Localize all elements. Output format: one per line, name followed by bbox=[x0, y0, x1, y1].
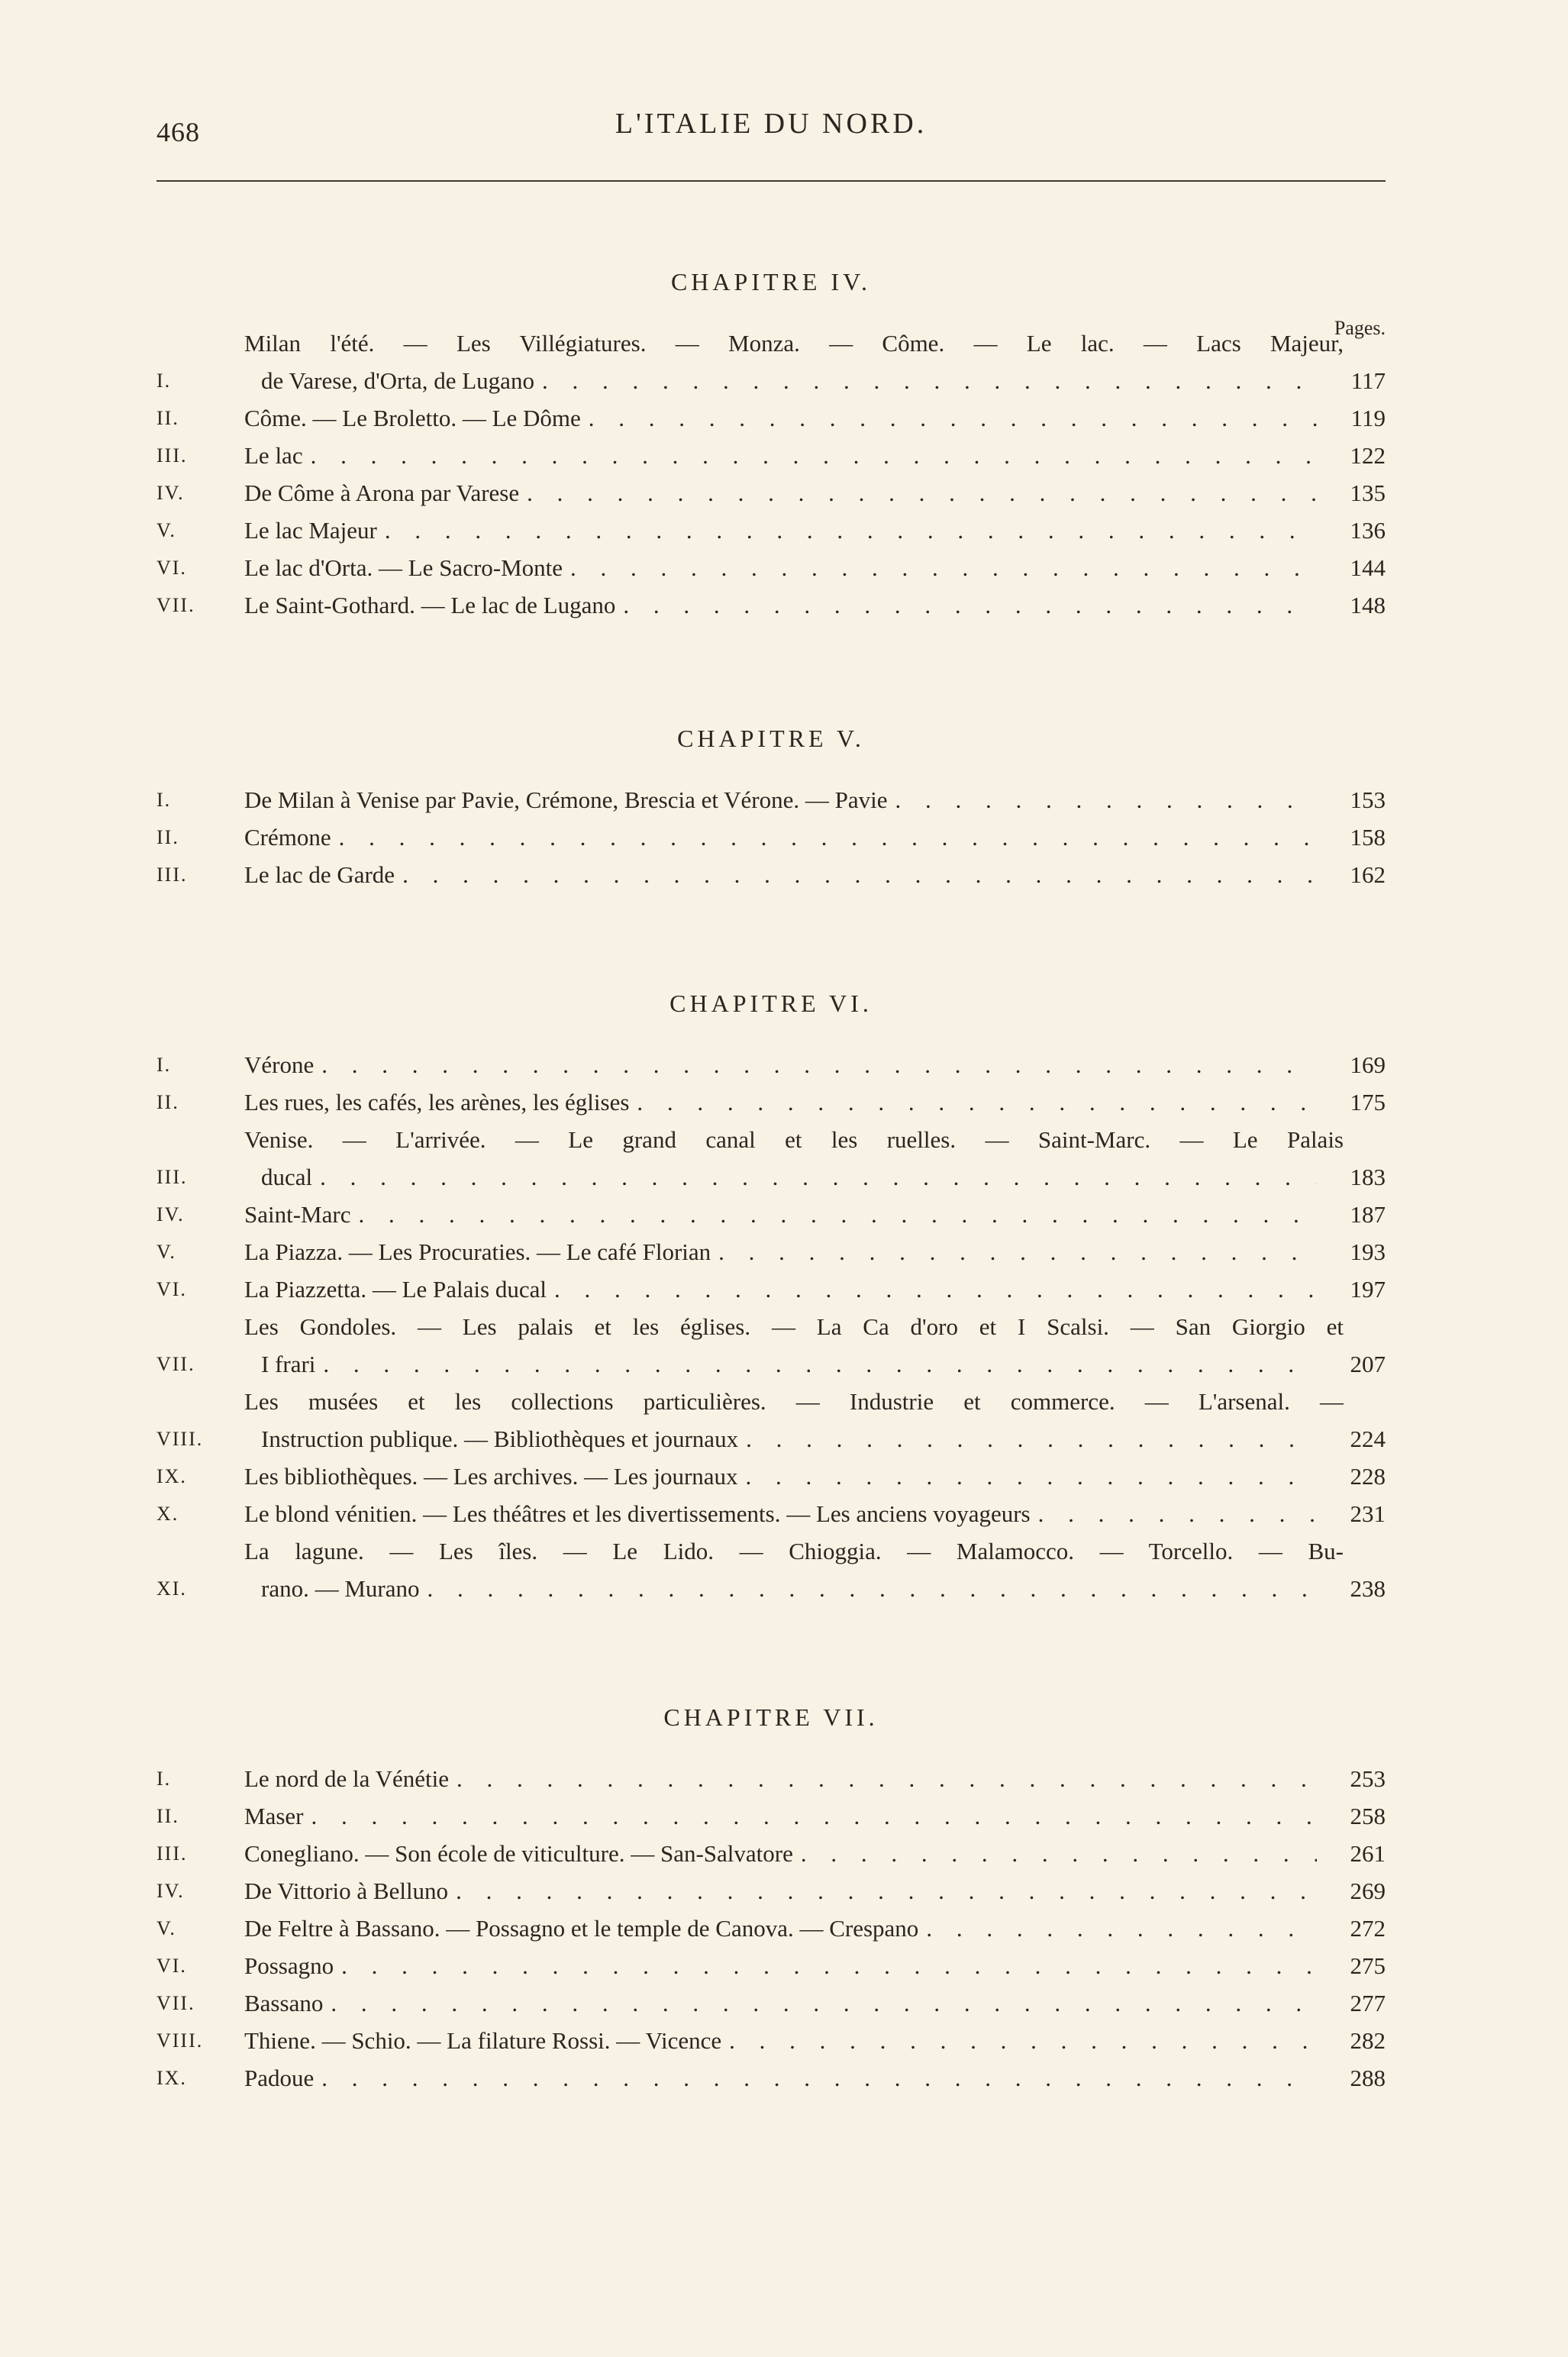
entry-title: Les bibliothèques. — Les archives. — Les journaux bbox=[244, 1463, 738, 1490]
entry-title: De Côme à Arona par Varese bbox=[244, 479, 520, 506]
entry-title: Le Saint-Gothard. — Le lac de Lugano bbox=[244, 592, 616, 618]
dot-leader bbox=[377, 512, 1317, 549]
chapter-title: CHAPITRE V. bbox=[677, 725, 865, 752]
section-number: III. bbox=[156, 864, 188, 886]
entry-line bbox=[244, 1835, 1386, 1872]
dot-leader bbox=[534, 362, 1317, 399]
section-number: IX. bbox=[156, 1465, 187, 1487]
toc-entry bbox=[156, 1947, 1386, 1984]
chapter-section bbox=[156, 1699, 1386, 2097]
entry-line bbox=[244, 856, 1386, 893]
section-number: VI. bbox=[156, 1278, 187, 1300]
section-number: III. bbox=[156, 444, 188, 467]
entry-first-line: Les musées et les collections particulières. — Industrie et commerce. — L'arsenal. — bbox=[244, 1388, 1344, 1415]
page-ref: 135 bbox=[1350, 479, 1386, 506]
section-number: V. bbox=[156, 1917, 176, 1939]
dot-leader bbox=[312, 1158, 1317, 1196]
page-ref: 162 bbox=[1350, 861, 1386, 888]
dot-leader bbox=[615, 586, 1317, 624]
entry-line bbox=[244, 1083, 1386, 1121]
toc-entry bbox=[156, 2059, 1386, 2097]
entry-line bbox=[244, 1196, 1386, 1233]
section-number: IX. bbox=[156, 2067, 187, 2089]
entry-line bbox=[244, 1271, 1386, 1308]
dot-leader bbox=[581, 399, 1317, 437]
entry-lines bbox=[244, 549, 1386, 586]
dot-leader bbox=[519, 474, 1317, 512]
entry-title: Possagno bbox=[244, 1952, 334, 1979]
entry-lines bbox=[244, 1532, 1386, 1607]
dot-leader bbox=[738, 1458, 1317, 1495]
toc-entry bbox=[156, 1835, 1386, 1872]
entry-lines bbox=[244, 1083, 1386, 1121]
dot-leader bbox=[888, 781, 1318, 818]
chapter-title: CHAPITRE IV. bbox=[670, 268, 872, 295]
entry-lines bbox=[244, 586, 1386, 624]
entry-title: Le lac d'Orta. — Le Sacro-Monte bbox=[244, 554, 563, 581]
toc-entry bbox=[156, 399, 1386, 437]
section-number: I. bbox=[156, 370, 172, 392]
entry-line bbox=[244, 1947, 1386, 1984]
entry-lines bbox=[244, 2059, 1386, 2097]
dot-leader bbox=[303, 1797, 1317, 1835]
entry-lines bbox=[244, 1760, 1386, 1797]
dot-leader bbox=[449, 1760, 1317, 1797]
entry-line bbox=[244, 1158, 1386, 1196]
dot-leader bbox=[350, 1196, 1317, 1233]
entry-line bbox=[244, 437, 1386, 474]
entry-title: Le lac Majeur bbox=[244, 517, 377, 544]
toc-entry bbox=[156, 1308, 1386, 1383]
entry-line bbox=[244, 474, 1386, 512]
dot-leader bbox=[323, 1984, 1317, 2022]
chapter-section bbox=[156, 263, 1386, 624]
page-ref: 228 bbox=[1350, 1463, 1386, 1490]
entry-first-line: Venise. — L'arrivée. — Le grand canal et les ruelles. — Saint-Marc. — Le Palais bbox=[244, 1126, 1344, 1153]
dot-leader bbox=[334, 1947, 1317, 1984]
section-number: VII. bbox=[156, 1992, 195, 2014]
entry-first-line: Les Gondoles. — Les palais et les églises. — La Ca d'oro et I Scalsi. — San Giorgio et bbox=[244, 1313, 1344, 1340]
entry-lines bbox=[244, 1383, 1386, 1458]
entry-title: La Piazza. — Les Procuraties. — Le café Florian bbox=[244, 1238, 711, 1265]
section-number: IV. bbox=[156, 482, 185, 504]
entry-line bbox=[244, 1910, 1386, 1947]
section-number: III. bbox=[156, 1166, 188, 1188]
entry-lines bbox=[244, 512, 1386, 549]
toc-list bbox=[156, 1046, 1386, 1607]
page-ref: 224 bbox=[1350, 1426, 1386, 1452]
dot-leader bbox=[547, 1271, 1317, 1308]
entry-lines bbox=[244, 1872, 1386, 1910]
entry-line bbox=[244, 1233, 1386, 1271]
toc-entry bbox=[156, 856, 1386, 893]
section-number: IV. bbox=[156, 1880, 185, 1902]
toc-entry bbox=[156, 1383, 1386, 1458]
entry-title: Le lac bbox=[244, 442, 303, 469]
dot-leader bbox=[315, 1345, 1317, 1383]
section-number: III. bbox=[156, 1842, 188, 1865]
page-ref: 253 bbox=[1350, 1765, 1386, 1792]
toc-entry bbox=[156, 1196, 1386, 1233]
page-ref: 183 bbox=[1350, 1164, 1386, 1190]
chapter-title: CHAPITRE VI. bbox=[669, 990, 873, 1017]
page-ref: 119 bbox=[1350, 405, 1386, 431]
entry-title: Thiene. — Schio. — La filature Rossi. — Vicence bbox=[244, 2027, 722, 2054]
entry-lines bbox=[244, 1458, 1386, 1495]
section-number: II. bbox=[156, 826, 179, 848]
entry-line bbox=[244, 1420, 1386, 1458]
page-ref: 277 bbox=[1350, 1990, 1386, 2016]
dot-leader bbox=[331, 818, 1317, 856]
pages-column-label: Pages. bbox=[1334, 317, 1386, 339]
entry-line bbox=[244, 1046, 1386, 1083]
toc-list bbox=[156, 1760, 1386, 2097]
entry-lines bbox=[244, 1121, 1386, 1196]
dot-leader bbox=[314, 2059, 1317, 2097]
toc-entry bbox=[156, 1532, 1386, 1607]
section-number: VIII. bbox=[156, 2029, 204, 2052]
entry-line bbox=[244, 2022, 1386, 2059]
section-number: VI. bbox=[156, 1955, 187, 1977]
dot-leader bbox=[711, 1233, 1317, 1271]
toc-entry bbox=[156, 1121, 1386, 1196]
entry-line bbox=[244, 1458, 1386, 1495]
entry-title: Côme. — Le Broletto. — Le Dôme bbox=[244, 405, 581, 431]
dot-leader bbox=[738, 1420, 1317, 1458]
toc-entry bbox=[156, 2022, 1386, 2059]
entry-lines bbox=[244, 474, 1386, 512]
section-number: I. bbox=[156, 1054, 172, 1076]
page-ref: 187 bbox=[1350, 1201, 1386, 1228]
dot-leader bbox=[563, 549, 1317, 586]
page-ref: 261 bbox=[1350, 1840, 1386, 1867]
toc-entry bbox=[156, 1271, 1386, 1308]
page-ref: 269 bbox=[1350, 1878, 1386, 1904]
entry-line bbox=[244, 1760, 1386, 1797]
entry-lines bbox=[244, 1984, 1386, 2022]
entry-line bbox=[244, 1872, 1386, 1910]
dot-leader bbox=[419, 1570, 1317, 1607]
entry-lines bbox=[244, 399, 1386, 437]
entry-title: Conegliano. — Son école de viticulture. — San-Salvatore bbox=[244, 1840, 793, 1867]
dot-leader bbox=[1031, 1495, 1317, 1532]
entry-line bbox=[244, 1345, 1386, 1383]
entry-lines bbox=[244, 1947, 1386, 1984]
entry-lines bbox=[244, 856, 1386, 893]
section-number: VII. bbox=[156, 1353, 195, 1375]
chapter-title: CHAPITRE VII. bbox=[663, 1703, 879, 1731]
entry-title: La Piazzetta. — Le Palais ducal bbox=[244, 1276, 547, 1303]
entry-lines bbox=[244, 1196, 1386, 1233]
entry-line bbox=[244, 818, 1386, 856]
entry-title: Crémone bbox=[244, 824, 331, 851]
entry-title: Le lac de Garde bbox=[244, 861, 395, 888]
section-number: I. bbox=[156, 1768, 172, 1790]
page-ref: 175 bbox=[1350, 1089, 1386, 1116]
dot-leader bbox=[314, 1046, 1317, 1083]
page-ref: 288 bbox=[1350, 2065, 1386, 2091]
entry-lines bbox=[244, 1271, 1386, 1308]
toc-entry bbox=[156, 1083, 1386, 1121]
entry-title: Padoue bbox=[244, 2065, 315, 2091]
dot-leader bbox=[629, 1083, 1317, 1121]
chapter-section bbox=[156, 985, 1386, 1607]
entry-line bbox=[244, 512, 1386, 549]
entry-line bbox=[244, 781, 1386, 818]
section-number: VI. bbox=[156, 557, 187, 579]
header-rule bbox=[156, 180, 1386, 182]
toc-entry bbox=[156, 1458, 1386, 1495]
section-number: VII. bbox=[156, 594, 195, 616]
toc-entry bbox=[156, 818, 1386, 856]
entry-lines bbox=[244, 1835, 1386, 1872]
toc-entry bbox=[156, 474, 1386, 512]
section-number: IV. bbox=[156, 1203, 185, 1225]
dot-leader bbox=[793, 1835, 1317, 1872]
toc-entry bbox=[156, 1797, 1386, 1835]
section-number: II. bbox=[156, 407, 179, 429]
entry-line bbox=[244, 549, 1386, 586]
running-title: L'ITALIE DU NORD. bbox=[615, 108, 928, 140]
page-ref: 272 bbox=[1350, 1915, 1386, 1942]
section-number: VIII. bbox=[156, 1428, 204, 1450]
entry-lines bbox=[244, 1233, 1386, 1271]
toc-entry bbox=[156, 1233, 1386, 1271]
entry-line bbox=[244, 2059, 1386, 2097]
dot-leader bbox=[918, 1910, 1317, 1947]
page-ref: 136 bbox=[1350, 517, 1386, 544]
page-ref: 117 bbox=[1350, 367, 1386, 394]
page-ref: 207 bbox=[1350, 1351, 1386, 1377]
page-ref: 197 bbox=[1350, 1276, 1386, 1303]
entry-line bbox=[244, 1984, 1386, 2022]
page-ref: 275 bbox=[1350, 1952, 1386, 1979]
entry-title: I frari bbox=[261, 1351, 316, 1377]
toc-entry bbox=[156, 1046, 1386, 1083]
toc-entry bbox=[156, 437, 1386, 474]
entry-title: Instruction publique. — Bibliothèques et journaux bbox=[261, 1426, 739, 1452]
entry-line bbox=[244, 1797, 1386, 1835]
toc-entry bbox=[156, 1872, 1386, 1910]
entry-first-line: La lagune. — Les îles. — Le Lido. — Chioggia. — Malamocco. — Torcello. — Bu- bbox=[244, 1538, 1344, 1564]
entry-title: Le blond vénitien. — Les théâtres et les divertissements. — Les anciens voyageurs bbox=[244, 1500, 1031, 1527]
toc-entry bbox=[156, 512, 1386, 549]
entry-lines bbox=[244, 1495, 1386, 1532]
entry-lines bbox=[244, 1910, 1386, 1947]
toc-list bbox=[156, 324, 1386, 624]
entry-lines bbox=[244, 1797, 1386, 1835]
toc-list bbox=[156, 781, 1386, 893]
page-ref: 148 bbox=[1350, 592, 1386, 618]
entry-title: Bassano bbox=[244, 1990, 324, 2016]
toc-entry bbox=[156, 549, 1386, 586]
page-ref: 122 bbox=[1350, 442, 1386, 469]
entry-line bbox=[244, 1495, 1386, 1532]
page-ref: 238 bbox=[1350, 1575, 1386, 1602]
page-number: 468 bbox=[156, 117, 200, 147]
page-ref: 258 bbox=[1350, 1803, 1386, 1829]
dot-leader bbox=[395, 856, 1317, 893]
dot-leader bbox=[303, 437, 1317, 474]
chapter-section bbox=[156, 720, 1386, 893]
dot-leader bbox=[721, 2022, 1317, 2059]
toc-entry bbox=[156, 781, 1386, 818]
entry-title: Saint-Marc bbox=[244, 1201, 351, 1228]
entry-lines bbox=[244, 1046, 1386, 1083]
toc-entry bbox=[156, 1760, 1386, 1797]
section-number: I. bbox=[156, 789, 172, 811]
entry-lines bbox=[244, 781, 1386, 818]
page-ref: 193 bbox=[1350, 1238, 1386, 1265]
page-ref: 144 bbox=[1350, 554, 1386, 581]
page-ref: 169 bbox=[1350, 1051, 1386, 1078]
entry-first-line: Milan l'été. — Les Villégiatures. — Monza. — Côme. — Le lac. — Lacs Majeur, bbox=[244, 330, 1344, 357]
entry-title: Maser bbox=[244, 1803, 304, 1829]
page-ref: 282 bbox=[1350, 2027, 1386, 2054]
section-number: II. bbox=[156, 1091, 179, 1113]
section-number: II. bbox=[156, 1805, 179, 1827]
entry-lines bbox=[244, 2022, 1386, 2059]
entry-title: Les rues, les cafés, les arènes, les églises bbox=[244, 1089, 630, 1116]
section-number: XI. bbox=[156, 1577, 187, 1600]
section-number: V. bbox=[156, 519, 176, 541]
entry-line bbox=[244, 362, 1386, 399]
entry-title: De Feltre à Bassano. — Possagno et le temple de Canova. — Crespano bbox=[244, 1915, 919, 1942]
section-number: V. bbox=[156, 1241, 176, 1263]
toc-entry bbox=[156, 586, 1386, 624]
page-ref: 231 bbox=[1350, 1500, 1386, 1527]
entry-title: Le nord de la Vénétie bbox=[244, 1765, 449, 1792]
page-ref: 153 bbox=[1350, 786, 1386, 813]
entry-title: De Vittorio à Belluno bbox=[244, 1878, 449, 1904]
entry-line bbox=[244, 586, 1386, 624]
running-head bbox=[156, 107, 1386, 153]
entry-line bbox=[244, 399, 1386, 437]
entry-lines bbox=[244, 818, 1386, 856]
entry-title: De Milan à Venise par Pavie, Crémone, Brescia et Vérone. — Pavie bbox=[244, 786, 888, 813]
entry-lines bbox=[244, 1308, 1386, 1383]
entry-line bbox=[244, 1570, 1386, 1607]
page-ref: 158 bbox=[1350, 824, 1386, 851]
entry-lines bbox=[244, 324, 1386, 399]
entry-lines bbox=[244, 437, 1386, 474]
section-number: X. bbox=[156, 1503, 179, 1525]
entry-title: Vérone bbox=[244, 1051, 315, 1078]
entry-title: de Varese, d'Orta, de Lugano bbox=[261, 367, 534, 394]
toc-entry bbox=[156, 324, 1386, 399]
entry-title: rano. — Murano bbox=[261, 1575, 420, 1602]
toc-entry bbox=[156, 1984, 1386, 2022]
entry-title: ducal bbox=[261, 1164, 313, 1190]
toc-entry bbox=[156, 1495, 1386, 1532]
toc-entry bbox=[156, 1910, 1386, 1947]
dot-leader bbox=[448, 1872, 1317, 1910]
